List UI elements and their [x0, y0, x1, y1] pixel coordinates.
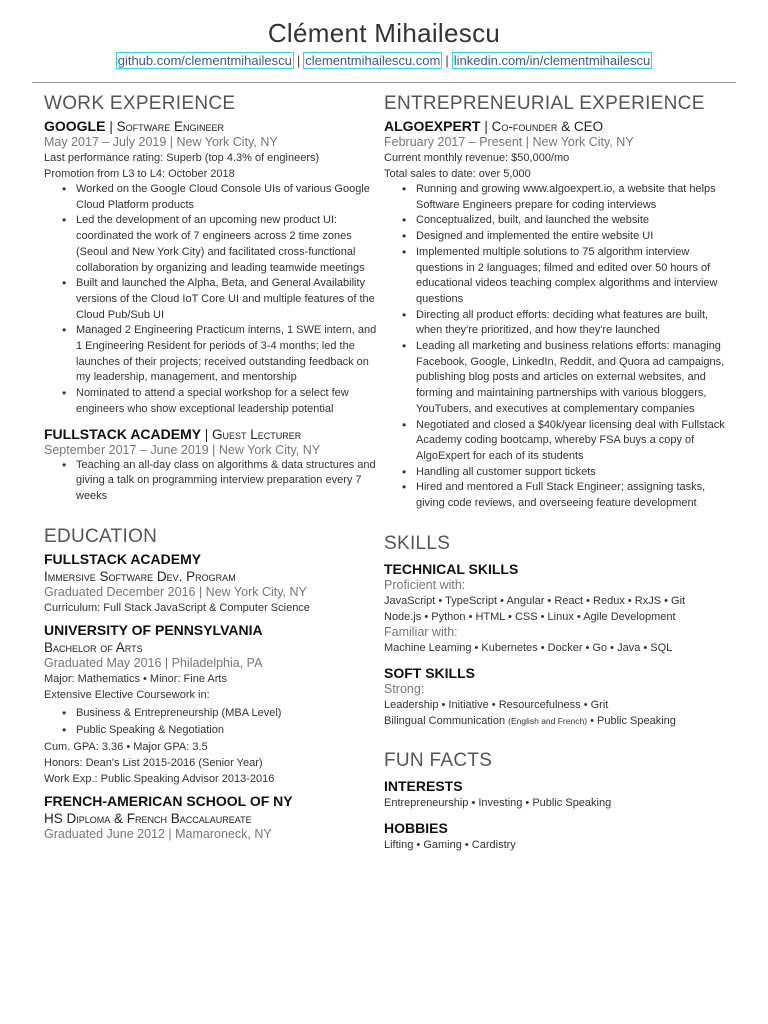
- job-dates: September 2017 – June 2019 | New York City, NY: [44, 442, 321, 457]
- job-org: [384, 118, 734, 135]
- edu-dates: Graduated June 2012 | Mamaroneck, NY: [44, 826, 272, 841]
- edu-curriculum: Curriculum: Full Stack JavaScript & Computer Science: [44, 601, 310, 614]
- edu-majors: Major: Mathematics • Minor: Fine Arts: [44, 672, 227, 685]
- job-dates: February 2017 – Present | New York City, NY: [384, 135, 634, 149]
- skills-line: Node.js • Python • HTML • CSS • Linux • Agile Development: [384, 610, 676, 623]
- bullet-item: • Leading all marketing and business relations efforts: managing Facebook, Google, LinkedIn, Reddit, and Quora ad campaigns, publishing blog posts and articles on external websites, and forming and maintaining partnerships with various bloggers, YouTubers, and executives at complementary companies: [402, 339, 734, 418]
- job-bullets: [62, 458, 380, 505]
- skill-note: (English and French): [508, 715, 588, 726]
- bullet-item: • Negotiated and closed a $40k/year licensing deal with Fullstack Academy coding bootcamp, whereby FSA buys a copy of AlgoExpert for each of its students: [402, 418, 734, 465]
- left-column: [44, 92, 380, 842]
- job-org: [44, 426, 380, 443]
- job-role: | Software Engineer: [109, 119, 225, 134]
- school-name: FULLSTACK ACADEMY: [44, 550, 202, 567]
- job-meta: Current monthly revenue: $50,000/mo: [384, 152, 570, 164]
- edu-dates: Graduated December 2016 | New York City, NY: [44, 584, 307, 599]
- candidate-name: Clément Mihailescu: [267, 18, 501, 48]
- edu-electives-intro: Extensive Elective Coursework in:: [44, 688, 210, 701]
- interests-heading: INTERESTS: [384, 777, 463, 794]
- edu-fullstack: [44, 551, 380, 616]
- job-meta: Promotion from L3 to L4: October 2018: [44, 168, 235, 180]
- bullet-item: • Built and launched the Alpha, Beta, and General Availability versions of the Cloud IoT Core UI and multiple features of the Cloud Pub/Sub UI: [62, 276, 380, 323]
- org-name: ALGOEXPERT: [384, 118, 481, 134]
- edu-upenn: [44, 622, 380, 787]
- bullet-item: • Hired and mentored a Full Stack Engineer; assigning tasks, giving code reviews, and overseeing feature development: [402, 480, 734, 511]
- edu-dates: Graduated May 2016 | Philadelphia, PA: [44, 655, 263, 670]
- bullet-item: • Running and growing www.algoexpert.io, a website that helps Software Engineers prepare for coding interviews: [402, 182, 734, 213]
- header-divider: [32, 82, 736, 83]
- degree-name: Bachelor of Arts: [44, 639, 143, 655]
- job-bullets: [62, 182, 380, 418]
- edu-work-exp: Work Exp.: Public Speaking Advisor 2013-2016: [44, 772, 275, 785]
- skills-heading: TECHNICAL SKILLS: [384, 560, 519, 577]
- job-org: [44, 118, 380, 135]
- contact-links: [0, 52, 768, 70]
- bullet-item: • Worked on the Google Cloud Console UIs of various Google Cloud Platform products: [62, 182, 380, 213]
- program-name: Immersive Software Dev. Program: [44, 568, 236, 584]
- diploma-name: HS Diploma & French Baccalaureate: [44, 810, 252, 826]
- job-role: | Co-founder & CEO: [484, 119, 604, 134]
- edu-french-american: [44, 793, 380, 842]
- section-title-entrepreneurial: ENTREPRENEURIAL EXPERIENCE: [384, 93, 705, 114]
- skills-line: Leadership • Initiative • Resourcefulness • Grit: [384, 698, 609, 711]
- skills-line: [384, 713, 734, 729]
- skills-line: Machine Learning • Kubernetes • Docker • Go • Java • SQL: [384, 641, 673, 654]
- elective-item: • Business & Entrepreneurship (MBA Level): [62, 705, 380, 722]
- technical-skills: [384, 560, 734, 656]
- linkedin-link[interactable]: linkedin.com/in/clementmihailescu: [453, 53, 651, 68]
- section-title-work: WORK EXPERIENCE: [44, 93, 236, 114]
- bullet-item: • Led the development of an upcoming new product UI: coordinated the work of 7 engineers across 2 time zones (Seoul and New York City) and facilitated cross-functional collaboration by organizing and leading teamwide meetings: [62, 213, 380, 276]
- bullet-item: • Managed 2 Engineering Practicum interns, 1 SWE intern, and 1 Engineering Resident for periods of 3-4 months; led the launches of their projects; received outstanding feedback on my leadership, management, and mentorship: [62, 323, 380, 386]
- job-meta: Last performance rating: Superb (top 4.3% of engineers): [44, 152, 320, 164]
- org-name: GOOGLE: [44, 118, 106, 134]
- org-name: FULLSTACK ACADEMY: [44, 425, 201, 442]
- interests-line: Entrepreneurship • Investing • Public Speaking: [384, 796, 612, 809]
- fun-facts: [384, 777, 734, 853]
- skills-heading: SOFT SKILLS: [384, 664, 475, 681]
- bullet-item: • Handling all customer support tickets: [402, 465, 734, 481]
- skills-line: JavaScript • TypeScript • Angular • React • Redux • RxJS • Git: [384, 594, 686, 607]
- elective-item: • Public Speaking & Negotiation: [62, 722, 380, 739]
- github-link[interactable]: github.com/clementmihailescu: [117, 53, 292, 68]
- school-name: UNIVERSITY OF PENNSYLVANIA: [44, 621, 263, 638]
- website-link[interactable]: clementmihailescu.com: [305, 53, 441, 68]
- job-google: [44, 118, 380, 418]
- job-dates: May 2017 – July 2019 | New York City, NY: [44, 135, 278, 149]
- resume-header: [0, 18, 768, 70]
- section-title-education: EDUCATION: [44, 525, 158, 547]
- job-bullets: [402, 182, 734, 512]
- job-role: | Guest Lecturer: [204, 426, 302, 442]
- hobbies-heading: HOBBIES: [384, 819, 448, 836]
- job-meta: Total sales to date: over 5,000: [384, 168, 531, 180]
- bullet-item: • Conceptualized, built, and launched the website: [402, 213, 734, 229]
- skills-label: Familiar with:: [384, 624, 458, 639]
- elective-list: [62, 705, 380, 739]
- edu-gpa: Cum. GPA: 3.36 • Major GPA: 3.5: [44, 740, 208, 753]
- hobbies-line: Lifting • Gaming • Cardistry: [384, 838, 516, 851]
- skills-label: Strong:: [384, 681, 425, 696]
- section-title-fun-facts: FUN FACTS: [384, 749, 493, 771]
- job-fullstack: [44, 426, 380, 505]
- edu-honors: Honors: Dean's List 2015-2016 (Senior Year): [44, 756, 263, 769]
- skill-text: Bilingual Communication: [384, 714, 506, 727]
- link-separator: |: [445, 53, 449, 68]
- soft-skills: [384, 664, 734, 729]
- school-name: FRENCH-AMERICAN SCHOOL OF NY: [44, 792, 293, 809]
- bullet-item: • Nominated to attend a special workshop for a select few engineers who show exceptional leadership potential: [62, 386, 380, 417]
- link-separator: |: [296, 53, 301, 68]
- bullet-item: • Implemented multiple solutions to 75 algorithm interview questions in 2 languages; filmed and edited over 50 hours of educational videos teaching complex algorithms and interview questions: [402, 245, 734, 308]
- skills-label: Proficient with:: [384, 577, 466, 592]
- bullet-item: • Directing all product efforts: deciding what features are built, when they're prioritized, and how they're launched: [402, 308, 734, 339]
- bullet-item: • Designed and implemented the entire website UI: [402, 229, 734, 245]
- bullet-item: • Teaching an all-day class on algorithms & data structures and giving a talk on programming interview preparation every 7 weeks: [62, 458, 380, 505]
- right-column: [384, 92, 734, 853]
- job-algoexpert: [384, 118, 734, 512]
- skill-text: • Public Speaking: [590, 714, 676, 727]
- section-title-skills: SKILLS: [384, 532, 451, 554]
